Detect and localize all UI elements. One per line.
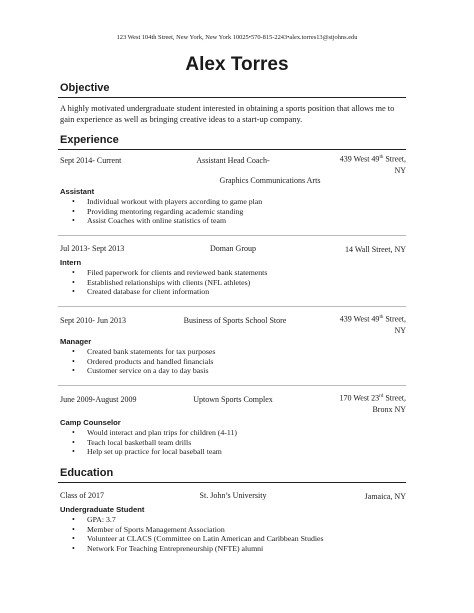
job-location: [340, 152, 406, 176]
job-date: Sept 2014- Current: [60, 156, 122, 165]
job-location: [340, 312, 406, 336]
contact-text: 123 West 104th Street, New York, New York 10025•570-815-2243•alex.torres13@stjohns.edu: [116, 34, 358, 41]
candidate-name: Alex Torres: [185, 54, 289, 75]
list-item: • Help set up practice for local baseball team: [72, 447, 237, 457]
list-item: • Customer service on a day to day basis: [72, 366, 215, 376]
location-street: 439 West 49: [339, 314, 380, 324]
job-organization: Doman Group: [210, 244, 256, 253]
list-item: • Providing mentoring regarding academic standing: [72, 207, 262, 217]
location-street: 439 West 49: [339, 154, 380, 164]
job-divider: [58, 385, 406, 386]
list-item: • Established relationships with clients (NFL athletes): [72, 278, 267, 288]
education-rule: [58, 482, 406, 483]
education-date: Class of 2017: [60, 491, 104, 500]
job-date: Sept 2010- Jun 2013: [60, 316, 126, 325]
list-item: • Created bank statements for tax purposes: [72, 347, 215, 357]
list-item: • Volunteer at CLACS (Committee on Latin American and Caribbean Studies: [72, 534, 324, 544]
job-duties-list: [72, 268, 267, 297]
job-organization-line2: Graphics Communications Arts: [219, 176, 321, 185]
education-location: Jamaica, NY: [364, 492, 406, 501]
job-organization: Business of Sports School Store: [183, 316, 287, 325]
job-divider: [58, 235, 406, 236]
location-state: NY: [394, 325, 406, 335]
job-role: Camp Counselor: [60, 418, 121, 427]
list-item: • Member of Sports Management Association: [72, 525, 324, 535]
job-date: June 2009-August 2009: [60, 395, 137, 404]
location-state: NY: [394, 165, 406, 175]
list-item: • GPA: 3.7: [72, 515, 324, 525]
list-item: • Network For Teaching Entrepreneurship (NFTE) alumni: [72, 544, 324, 554]
education-list: [72, 515, 324, 553]
job-divider: [58, 306, 406, 307]
list-item: • Created database for client information: [72, 287, 267, 297]
list-item: • Filed paperwork for clients and reviewed bank statements: [72, 268, 267, 278]
experience-heading: Experience: [60, 134, 119, 146]
location-street: 170 West 23: [339, 393, 380, 403]
list-item: • Assist Coaches with online statistics of team: [72, 216, 262, 226]
job-role: Intern: [60, 258, 82, 267]
job-date: Jul 2013- Sept 2013: [60, 244, 125, 253]
list-item: • Ordered products and handled financials: [72, 357, 215, 367]
job-organization: Assistant Head Coach-: [196, 156, 270, 165]
objective-rule: [58, 97, 406, 98]
objective-text: A highly motivated undergraduate student interested in obtaining a sports position that allows me to gain experience as well as bringing creative ideas to a start-up company.: [60, 104, 395, 124]
job-role: Manager: [60, 337, 92, 346]
list-item: • Individual workout with players according to game plan: [72, 197, 262, 207]
list-item: • Teach local basketball team drills: [72, 438, 237, 448]
job-location: [340, 391, 407, 415]
list-item: • Would interact and plan trips for children (4-11): [72, 428, 237, 438]
location-suffix: th: [379, 155, 384, 160]
location-state: Bronx NY: [372, 404, 406, 414]
location-suffix: rd: [379, 394, 384, 399]
objective-heading: Objective: [60, 82, 110, 94]
education-school: St. John’s University: [199, 491, 267, 500]
job-location: 14 Wall Street, NY: [345, 245, 406, 254]
job-duties-list: [72, 197, 262, 226]
job-role: Assistant: [60, 187, 95, 196]
education-heading: Education: [60, 467, 114, 479]
contact-line: [0, 34, 474, 41]
experience-rule: [58, 149, 406, 150]
location-street-end: Street,: [383, 154, 406, 164]
job-organization: Uptown Sports Complex: [193, 395, 273, 404]
job-duties-list: [72, 347, 215, 376]
job-duties-list: [72, 428, 237, 457]
location-suffix: th: [379, 315, 384, 320]
education-role: Undergraduate Student: [60, 505, 145, 514]
location-street-end: Street,: [383, 393, 406, 403]
location-street-end: Street,: [383, 314, 406, 324]
